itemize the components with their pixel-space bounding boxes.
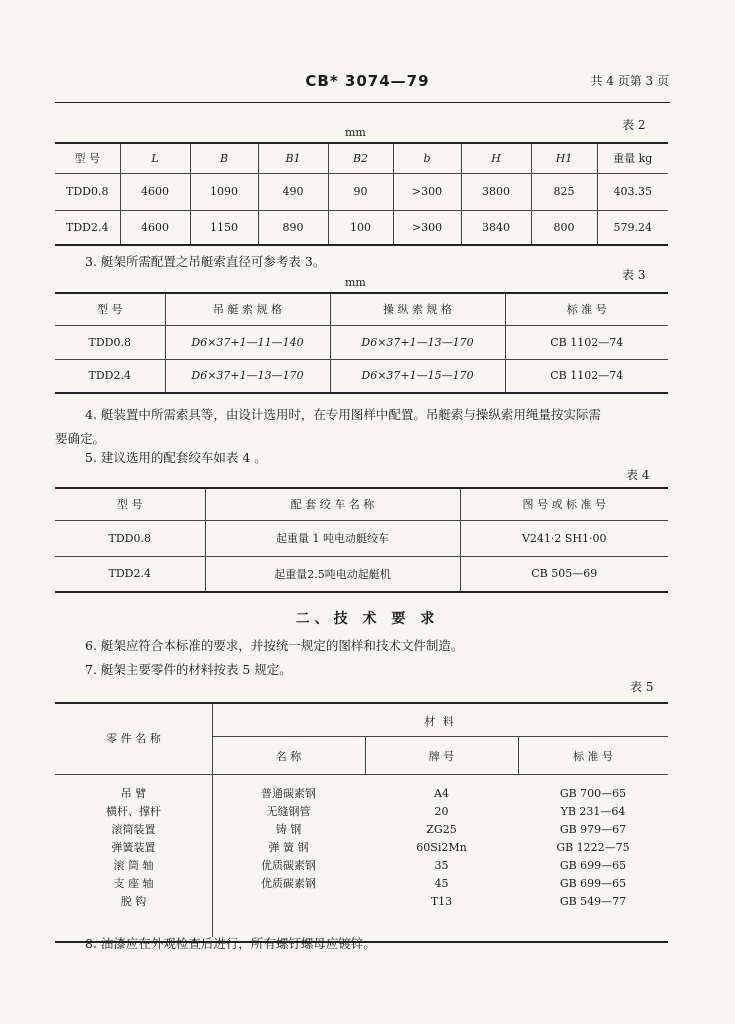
- table-cell: 20: [434, 804, 449, 818]
- table2-label: 表 2: [622, 118, 646, 132]
- table-row: [55, 359, 668, 393]
- table-cell: T13: [430, 894, 453, 908]
- table2-header-weight: 重量 kg: [597, 143, 668, 173]
- section-title: 二、技 术 要 求: [295, 611, 440, 627]
- table-cell: 579.24: [597, 210, 668, 245]
- table3-header-model: 型 号: [55, 293, 165, 325]
- table4-header-winch-name: 配 套 绞 车 名 称: [205, 488, 460, 520]
- table-row: [55, 874, 668, 892]
- table-row: [55, 325, 668, 359]
- table5: [55, 702, 668, 943]
- table-cell: YB 231—64: [560, 804, 626, 818]
- table5-header-material: 材 料: [424, 715, 456, 728]
- table-cell: 403.35: [597, 173, 668, 210]
- table-cell: 800: [531, 210, 597, 245]
- table-cell: 4600: [120, 173, 190, 210]
- table-row: [55, 556, 668, 592]
- table-cell: 3840: [461, 210, 531, 245]
- table-cell: GB 699—65: [559, 876, 627, 890]
- table-cell: D6×37+1—15—170: [330, 359, 505, 393]
- table2-header-b: b: [393, 143, 461, 173]
- table-cell: CB 505—69: [460, 556, 668, 592]
- table2-header-B2: B2: [328, 143, 393, 173]
- table4-label: 表 4: [626, 468, 650, 482]
- table-cell: TDD2.4: [55, 210, 120, 245]
- table-cell: TDD0.8: [55, 173, 120, 210]
- table-row: [55, 784, 668, 802]
- table5-divider: [55, 774, 668, 775]
- table-cell: GB 700—65: [559, 786, 627, 800]
- table4-header-drawing-no: 图 号 或 标 准 号: [460, 488, 668, 520]
- table-row: [55, 856, 668, 874]
- table-cell: CB 1102—74: [505, 325, 668, 359]
- table5-header-grade: 牌 号: [428, 750, 455, 763]
- table-row: [55, 892, 668, 910]
- table-cell: TDD0.8: [55, 325, 165, 359]
- paragraph-4-line-2: 要确定。: [55, 431, 106, 446]
- table-cell: ZG25: [426, 822, 457, 836]
- table-cell: 脱 钩: [120, 895, 147, 908]
- table-row: [55, 173, 668, 210]
- table2-header-model: 型 号: [55, 143, 120, 173]
- table-row: [55, 838, 668, 856]
- table-cell: A4: [434, 786, 449, 800]
- table-cell: 45: [434, 876, 449, 890]
- table2-header-B: B: [190, 143, 258, 173]
- table-cell: 90: [328, 173, 393, 210]
- standard-code: CB* 3074—79: [305, 72, 430, 90]
- table-row: [55, 802, 668, 820]
- table-cell: CB 1102—74: [505, 359, 668, 393]
- paragraph-8: 8. 油漆应在外观检查后进行，所有螺钉螺母应镀锌。: [85, 936, 376, 951]
- table-cell: 825: [531, 173, 597, 210]
- page-info: 共 4 页第 3 页: [590, 74, 669, 88]
- table-cell: 无缝钢管: [266, 805, 311, 818]
- table-cell: 滚筒装置: [111, 823, 156, 836]
- table-cell: 普通碳素钢: [261, 787, 316, 800]
- table4-header-model: 型 号: [55, 488, 205, 520]
- table-cell: 3800: [461, 173, 531, 210]
- table3-header-row: [55, 293, 668, 325]
- table3-header-standard: 标 准 号: [505, 293, 668, 325]
- table3-unit: mm: [345, 276, 366, 289]
- table-cell: 1090: [190, 173, 258, 210]
- table2-header-B1: B1: [258, 143, 328, 173]
- table-cell: >300: [393, 173, 461, 210]
- table5-header-name: 名 称: [275, 750, 302, 763]
- table-cell: 1150: [190, 210, 258, 245]
- table-cell: 890: [258, 210, 328, 245]
- paragraph-7: 7. 艇架主要零件的材料按表 5 规定。: [85, 662, 292, 677]
- table3: [55, 292, 668, 394]
- table2-unit: mm: [345, 126, 366, 139]
- table-cell: 起重量2.5吨电动起艇机: [205, 556, 460, 592]
- header-rule: [55, 102, 670, 103]
- table-cell: 弹簧装置: [111, 841, 156, 854]
- table-cell: 60Si2Mn: [416, 840, 467, 854]
- table5-header-part: 零 件 名 称: [106, 732, 161, 745]
- table-cell: D6×37+1—13—170: [165, 359, 330, 393]
- table-cell: 490: [258, 173, 328, 210]
- table5-body: [55, 784, 668, 910]
- table-cell: 优质碳素钢: [261, 859, 316, 872]
- table-cell: D6×37+1—13—170: [330, 325, 505, 359]
- table-cell: GB 1222—75: [556, 840, 630, 854]
- table2-header-H1: H1: [531, 143, 597, 173]
- table-cell: TDD2.4: [55, 556, 205, 592]
- table-cell: 优质碳素钢: [261, 877, 316, 890]
- table-cell: 铸 钢: [275, 823, 302, 836]
- table3-header-hoist-rope: 吊 艇 索 规 格: [165, 293, 330, 325]
- table-cell: GB 549—77: [559, 894, 627, 908]
- table3-label: 表 3: [622, 268, 646, 282]
- table-cell: V241·2 SH1·00: [460, 520, 668, 556]
- table3-header-control-rope: 操 纵 索 规 格: [330, 293, 505, 325]
- table-cell: TDD2.4: [55, 359, 165, 393]
- table5-divider: [212, 736, 668, 737]
- paragraph-6: 6. 艇架应符合本标准的要求，并按统一规定的图样和技术文件制造。: [85, 638, 464, 653]
- table4: [55, 487, 668, 593]
- table-cell: GB 979—67: [559, 822, 627, 836]
- table-row: [55, 520, 668, 556]
- paragraph-3: 3. 艇架所需配置之吊艇索直径可参考表 3。: [85, 254, 326, 269]
- table2: [55, 142, 668, 246]
- table-cell: 滚 筒 轴: [113, 859, 154, 872]
- table-cell: 吊 臂: [120, 787, 147, 800]
- table-cell: 横杆、撑杆: [106, 805, 161, 818]
- table-cell: TDD0.8: [55, 520, 205, 556]
- table4-header-row: [55, 488, 668, 520]
- table-cell: GB 699—65: [559, 858, 627, 872]
- table-cell: 4600: [120, 210, 190, 245]
- table-cell: 起重量 1 吨电动艇绞车: [205, 520, 460, 556]
- table-cell: 100: [328, 210, 393, 245]
- table-cell: D6×37+1—11—140: [165, 325, 330, 359]
- table5-header-standard: 标 准 号: [573, 750, 613, 763]
- table2-header-H: H: [461, 143, 531, 173]
- paragraph-4-line-1: 4. 艇装置中所需索具等，由设计选用时，在专用图样中配置。吊艇索与操纵索用绳量按实际需: [85, 407, 601, 422]
- table-cell: 35: [434, 858, 449, 872]
- table-row: [55, 820, 668, 838]
- table-cell: 支 座 轴: [113, 877, 154, 890]
- paragraph-5: 5. 建议选用的配套绞车如表 4 。: [85, 450, 267, 465]
- table-row: [55, 210, 668, 245]
- table5-label: 表 5: [630, 680, 654, 694]
- table-cell: >300: [393, 210, 461, 245]
- table2-header-L: L: [120, 143, 190, 173]
- table-cell: 弹 簧 钢: [268, 841, 309, 854]
- table2-header-row: [55, 143, 668, 173]
